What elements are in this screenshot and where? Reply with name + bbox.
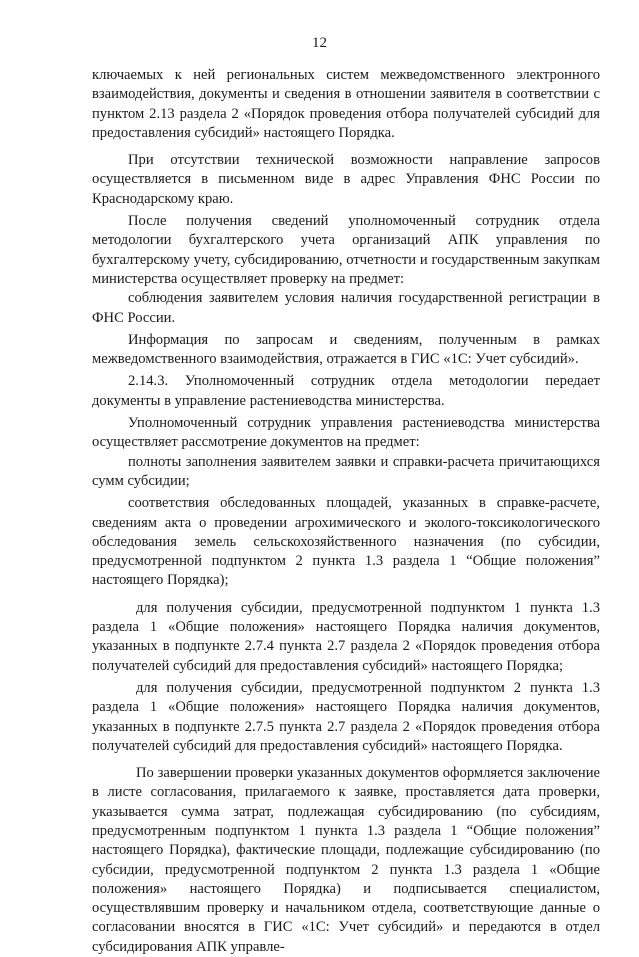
document-body <box>92 66 600 957</box>
paragraph-area-compliance: соответствия обследованных площадей, указанных в справке-расчете, сведениям акта о проведении агрохимического и эколого-токсикологического обследования земель сельскохозяйственного назначения (по субсидии, предусмотренной подпунктом 2 пункта 1.3 раздела 1 “Общие положения” настоящего Порядка); <box>92 495 600 589</box>
paragraph-subsidy-2-documents: для получения субсидии, предусмотренной подпунктом 2 пункта 1.3 раздела 1 «Общие положения» настоящего Порядка наличия документов, указанных в подпункте 2.7.5 пункта 2.7 раздела 2 «Порядок проведения отбора получателей субсидий для предоставления субсидий» настоящего Порядка. <box>92 679 600 754</box>
page-number: 12 <box>312 35 327 51</box>
paragraph-after-receiving-info: После получения сведений уполномоченный сотрудник отдела методологии бухгалтерского учета организаций АПК управления по бухгалтерскому учету, субсидированию, отчетности и государственным закупкам министерства осуществляет проверку на предмет: <box>92 213 600 287</box>
paragraph-no-technical-possibility: При отсутствии технической возможности направление запросов осуществляется в письменном виде в адрес Управления ФНС России по Краснодарскому краю. <box>92 152 600 207</box>
paragraph-check-completion: По завершении проверки указанных документов оформляется заключение в листе согласования, прилагаемого к заявке, проставляется дата проверки, указывается сумма затрат, подлежащая субсидированию (по субсидиям, предусмотренным подпунктом 1 пункта 1.3 раздела 1 “Общие положения” настоящего Порядка), фактические площади, подлежащие субсидированию (по субсидии, предусмотренной подпунктом 2 пункта 1.3 раздела 1 «Общие положения» настоящего Порядка) и подписывается специалистом, осуществлявшим проверку и начальником отдела, соответствующие данные о согласовании вносятся в ГИС «1С: Учет субсидий» и передаются в отдел субсидирования АПК управле- <box>92 765 600 955</box>
paragraph-subsidy-1-documents: для получения субсидии, предусмотренной подпунктом 1 пункта 1.3 раздела 1 «Общие положения» настоящего Порядка наличия документов, указанных в подпункте 2.7.4 пункта 2.7 раздела 2 «Порядок проведения отбора получателей субсидий для предоставления субсидий» настоящего Порядка; <box>92 599 600 674</box>
paragraph-fns-registration: соблюдения заявителем условия наличия государственной регистрации в ФНС России. <box>92 290 600 326</box>
paragraph-continuation: ключаемых к ней региональных систем межведомственного электронного взаимодействия, документы и сведения в отношении заявителя в соответствии с пунктом 2.13 раздела 2 «Порядок проведения отбора получателей субсидий для предоставления субсидий» настоящего Порядка. <box>92 67 600 141</box>
paragraph-completeness-check: полноты заполнения заявителем заявки и справки-расчета причитающихся сумм субсидии; <box>92 453 600 489</box>
paragraph-clause-2-14-3: 2.14.3. Уполномоченный сотрудник отдела методологии передает документы в управление растениеводства министерства. <box>92 373 600 409</box>
paragraph-crop-department-review: Уполномоченный сотрудник управления растениеводства министерства осуществляет рассмотрение документов на предмет: <box>92 415 600 451</box>
paragraph-interagency-info: Информация по запросам и сведениям, полученным в рамках межведомственного взаимодействия, отражается в ГИС «1С: Учет субсидий». <box>92 331 600 368</box>
